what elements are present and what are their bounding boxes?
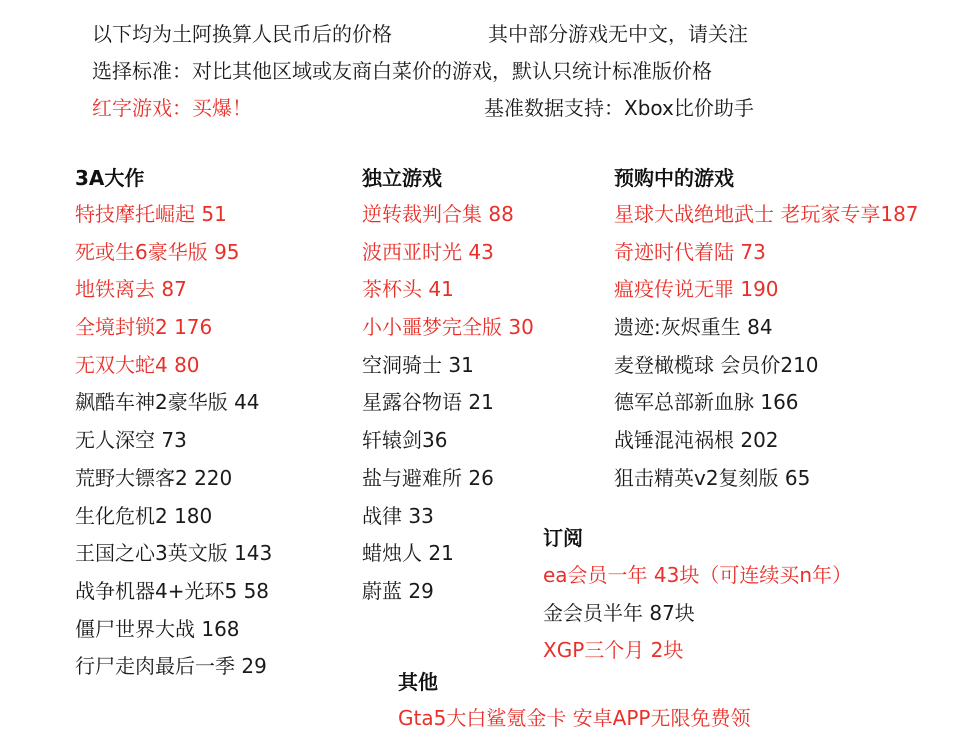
indie-item: 蜡烛人 21 xyxy=(362,541,454,566)
other-list xyxy=(398,700,750,738)
aaa-item: 僵尸世界大战 168 xyxy=(75,616,240,641)
aaa-item: 战争机器4+光环5 58 xyxy=(75,578,270,603)
aaa-game-list xyxy=(75,196,272,686)
indie-item: 茶杯头 41 xyxy=(362,277,454,302)
section-title-indie: 独立游戏 xyxy=(362,166,442,190)
indie-game-list xyxy=(362,196,534,611)
indie-item: 逆转裁判合集 88 xyxy=(362,202,514,226)
aaa-item: 无双大蛇4 80 xyxy=(75,352,200,377)
preorder-game-list xyxy=(614,196,919,498)
header-note-language: 其中部分游戏无中文，请关注 xyxy=(488,22,748,46)
header-note-selection-criteria: 选择标准：对比其他区域或友商白菜价的游戏，默认只统计标准版价格 xyxy=(92,59,712,83)
preorder-item: 狙击精英v2复刻版 65 xyxy=(614,465,811,490)
indie-item: 波西亚时光 43 xyxy=(362,239,494,264)
section-title-other: 其他 xyxy=(398,670,438,694)
aaa-item: 飙酷车神2豪华版 44 xyxy=(75,390,260,415)
indie-item: 战律 33 xyxy=(362,503,434,528)
aaa-item: 荒野大镖客2 220 xyxy=(75,465,233,490)
preorder-item: 遗迹:灰烬重生 84 xyxy=(614,315,773,340)
subscription-list xyxy=(543,557,852,670)
aaa-item: 特技摩托崛起 51 xyxy=(75,202,227,226)
indie-item: 小小噩梦完全版 30 xyxy=(362,315,534,340)
section-title-subscription: 订阅 xyxy=(543,526,583,550)
indie-item: 星露谷物语 21 xyxy=(362,390,494,415)
aaa-item: 死或生6豪华版 95 xyxy=(75,239,240,264)
header-note-red-legend: 红字游戏：买爆！ xyxy=(92,96,252,120)
preorder-item: 瘟疫传说无罪 190 xyxy=(614,277,779,302)
aaa-item: 行尸走肉最后一季 29 xyxy=(75,654,267,679)
aaa-item: 地铁离去 87 xyxy=(75,277,187,302)
preorder-item: 麦登橄榄球 会员价210 xyxy=(614,352,819,377)
preorder-item: 德军总部新血脉 166 xyxy=(614,390,799,415)
aaa-item: 王国之心3英文版 143 xyxy=(75,541,273,566)
subscription-item: XGP三个月 2块 xyxy=(543,638,684,662)
header-note-price-conversion: 以下均为土阿换算人民币后的价格 xyxy=(92,22,392,46)
section-title-preorder: 预购中的游戏 xyxy=(614,166,734,190)
section-title-aaa: 3A大作 xyxy=(75,166,145,190)
header-note-data-source: 基准数据支持：Xbox比价助手 xyxy=(484,96,754,120)
aaa-item: 生化危机2 180 xyxy=(75,503,213,528)
subscription-item: ea会员一年 43块（可连续买n年） xyxy=(543,563,853,587)
indie-item: 蔚蓝 29 xyxy=(362,578,434,603)
aaa-item: 全境封锁2 176 xyxy=(75,315,213,340)
preorder-item: 战锤混沌祸根 202 xyxy=(614,428,779,453)
indie-item: 空洞骑士 31 xyxy=(362,352,474,377)
preorder-item: 星球大战绝地武士 老玩家专享187 xyxy=(614,202,919,226)
aaa-item: 无人深空 73 xyxy=(75,428,187,453)
subscription-item: 金会员半年 87块 xyxy=(543,600,695,625)
preorder-item: 奇迹时代着陆 73 xyxy=(614,239,766,264)
indie-item: 盐与避难所 26 xyxy=(362,465,494,490)
indie-item: 轩辕剑36 xyxy=(362,428,448,453)
other-item: Gta5大白鲨氪金卡 安卓APP无限免费领 xyxy=(398,706,751,730)
